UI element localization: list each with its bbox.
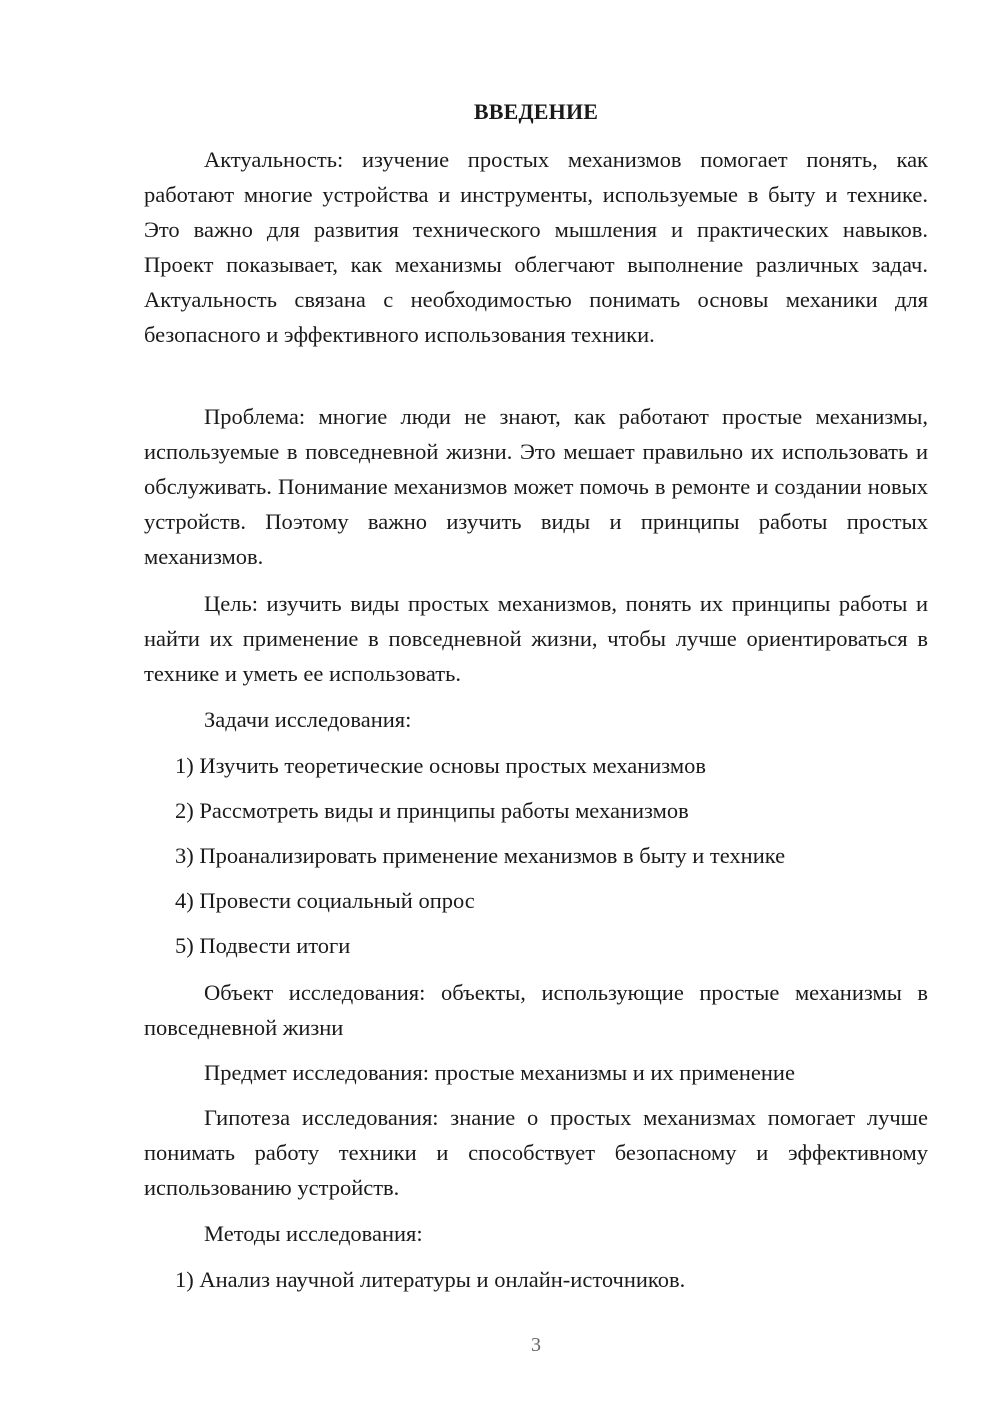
page-number: 3	[531, 1334, 541, 1356]
task-item: 3) Проанализировать применение механизмов в быту и технике	[175, 843, 786, 868]
problem-paragraph: Проблема: многие люди не знают, как работают простые механизмы, используемые в повседневной жизни. Это мешает правильно их использовать и обслуживать. Понимание механизмов может помочь в ремонте и создании новых устройств. Поэтому важно изучить виды и принципы работы простых механизмов.	[144, 404, 928, 569]
section-heading: ВВЕДЕНИЕ	[473, 99, 599, 124]
tasks-heading: Задачи исследования:	[204, 707, 412, 732]
method-item: 1) Анализ научной литературы и онлайн-источников.	[175, 1267, 686, 1292]
goal-paragraph: Цель: изучить виды простых механизмов, понять их принципы работы и найти их применение в повседневной жизни, чтобы лучше ориентироваться в технике и уметь ее использовать.	[144, 591, 928, 686]
task-item: 4) Провести социальный опрос	[175, 888, 475, 913]
object-paragraph: Объект исследования: объекты, использующие простые механизмы в повседневной жизни	[144, 980, 928, 1040]
subject-paragraph: Предмет исследования: простые механизмы и их применение	[204, 1060, 795, 1085]
relevance-paragraph: Актуальность: изучение простых механизмов помогает понять, как работают многие устройства и инструменты, используемые в быту и технике. Это важно для развития технического мышления и практических навыков. Проект показывает, как механизмы облегчают выполнение различных задач. Актуальность связана с необходимостью понимать основы механики для безопасного и эффективного использования техники.	[144, 147, 928, 347]
hypothesis-paragraph: Гипотеза исследования: знание о простых механизмах помогает лучше понимать работу техники и способствует безопасному и эффективному использованию устройств.	[144, 1105, 928, 1200]
methods-heading: Методы исследования:	[204, 1221, 423, 1246]
task-item: 1) Изучить теоретические основы простых механизмов	[175, 753, 706, 778]
task-item: 5) Подвести итоги	[175, 933, 351, 958]
task-item: 2) Рассмотреть виды и принципы работы механизмов	[175, 798, 689, 823]
